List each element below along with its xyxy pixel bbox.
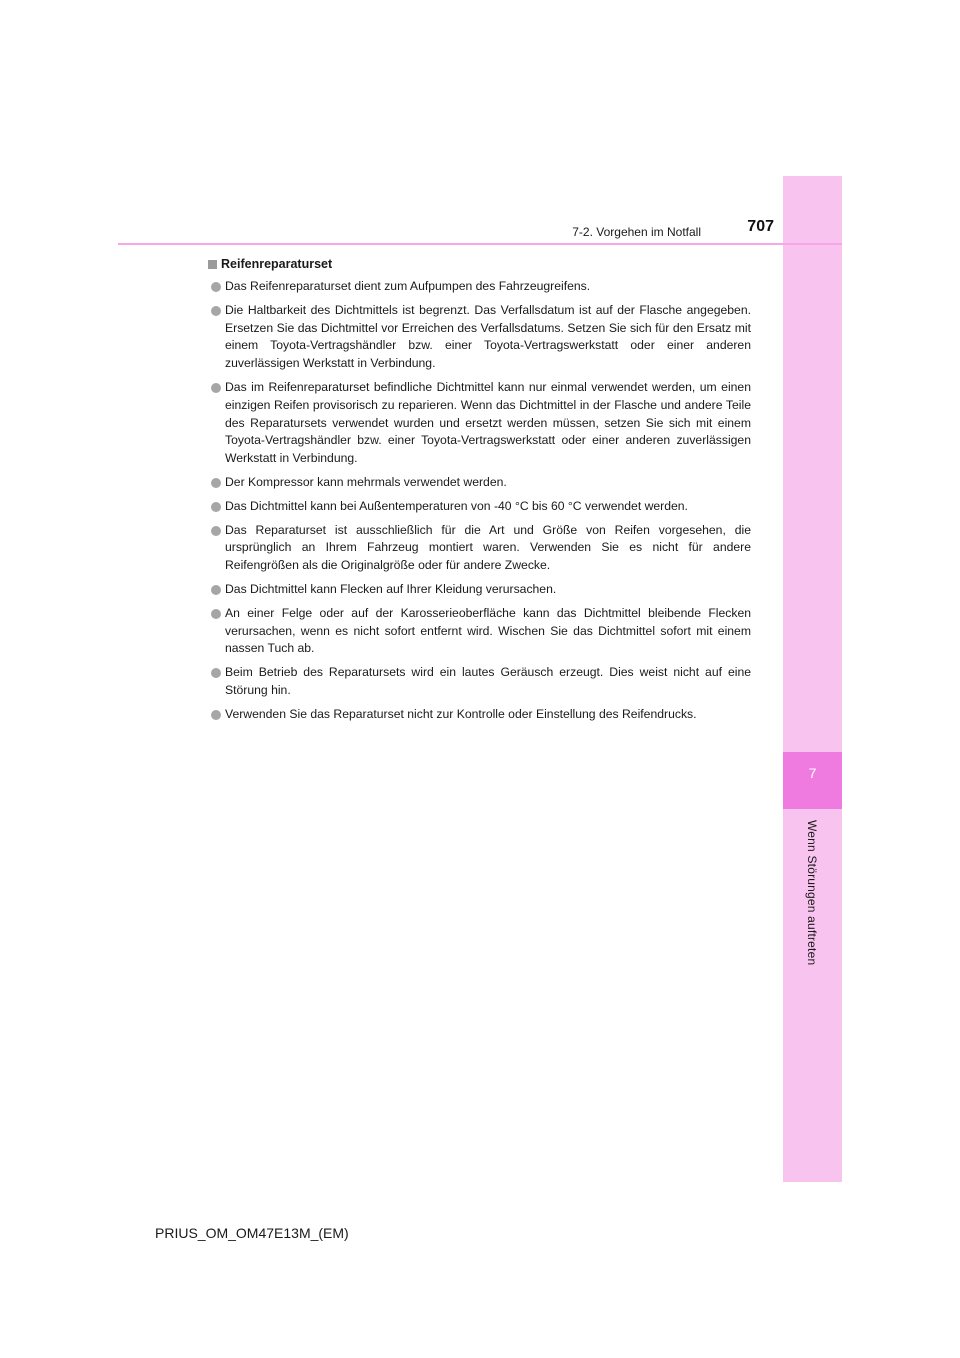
- page-number: 707: [747, 218, 774, 235]
- bullet-dot-icon: [211, 478, 221, 488]
- bullet-dot-icon: [211, 668, 221, 678]
- list-item-text: Beim Betrieb des Reparatursets wird ein lautes Geräusch erzeugt. Dies weist nicht auf eine Störung hin.: [225, 665, 751, 697]
- bullet-dot-icon: [211, 585, 221, 595]
- section-title: 7-2. Vorgehen im Notfall: [572, 225, 701, 239]
- square-bullet-icon: [208, 260, 217, 269]
- section-heading: [208, 254, 751, 274]
- list-item-text: Das Reifenreparaturset dient zum Aufpumpen des Fahrzeugreifens.: [225, 279, 591, 293]
- bullet-dot-icon: [211, 383, 221, 393]
- chapter-title-vertical: Wenn Störungen auftreten: [805, 820, 819, 966]
- list-item: [208, 664, 751, 700]
- list-item-text: Die Haltbarkeit des Dichtmittels ist begrenzt. Das Verfallsdatum ist auf der Flasche angegeben. Ersetzen Sie das Dichtmittel vor Erreichen des Verfallsdatums. Setzen Sie sich für den Ersatz mit einem Toyota-Vertragshändler bzw. einer Toyota-Vertragswerkstatt oder einer anderen zuverlässigen Werkstatt in Verbindung.: [225, 302, 751, 371]
- chapter-number: 7: [808, 765, 817, 781]
- list-item-text: Das Reparaturset ist ausschließlich für die Art und Größe von Reifen vorgesehen, die ursprünglich an Ihrem Fahrzeug montiert waren. Verwenden Sie es nicht für andere Reifengrößen als die Originalgröße oder für andere Zwecke.: [225, 522, 751, 573]
- bullet-dot-icon: [211, 282, 221, 292]
- bullet-list: [208, 278, 751, 724]
- list-item-text: Das Dichtmittel kann bei Außentemperaturen von -40 °C bis 60 °C verwendet werden.: [225, 498, 688, 513]
- footer-model-code: PRIUS_OM_OM47E13M_(EM): [155, 1225, 349, 1241]
- list-item-text: Das im Reifenreparaturset befindliche Dichtmittel kann nur einmal verwendet werden, um einen einzigen Reifen provisorisch zu reparieren. Wenn das Dichtmittel in der Flasche und andere Teile des Reparatursets verwendet wurden und ersetzt werden müssen, setzen Sie sich mit einem Toyota-Vertragshändler bzw. einer Toyota-Vertragswerkstatt oder einer anderen zuverlässigen Werkstatt in Verbindung.: [225, 379, 751, 466]
- section-heading-text: Reifenreparaturset: [221, 257, 333, 271]
- main-content: [208, 254, 751, 730]
- header-divider: [118, 243, 842, 245]
- chapter-side-tab: [783, 176, 842, 1182]
- list-item-text: Der Kompressor kann mehrmals verwendet werden.: [225, 474, 507, 489]
- list-item: [208, 474, 751, 492]
- list-item: [208, 498, 751, 516]
- list-item: [208, 302, 751, 373]
- list-item: [208, 522, 751, 575]
- bullet-dot-icon: [211, 609, 221, 619]
- bullet-dot-icon: [211, 306, 221, 316]
- list-item-text: Verwenden Sie das Reparaturset nicht zur Kontrolle oder Einstellung des Reifendrucks.: [225, 706, 697, 721]
- list-item: [208, 278, 751, 296]
- list-item-text: Das Dichtmittel kann Flecken auf Ihrer Kleidung verursachen.: [225, 581, 557, 596]
- bullet-dot-icon: [211, 526, 221, 536]
- list-item-text: An einer Felge oder auf der Karosserieoberfläche kann das Dichtmittel bleibende Flecken verursachen, wenn es nicht sofort entfernt wird. Wischen Sie das Dichtmittel sofort mit einem nassen Tuch ab.: [225, 605, 751, 656]
- bullet-dot-icon: [211, 710, 221, 720]
- list-item: [208, 581, 751, 599]
- list-item: [208, 605, 751, 658]
- bullet-dot-icon: [211, 502, 221, 512]
- list-item: [208, 379, 751, 468]
- list-item: [208, 706, 751, 724]
